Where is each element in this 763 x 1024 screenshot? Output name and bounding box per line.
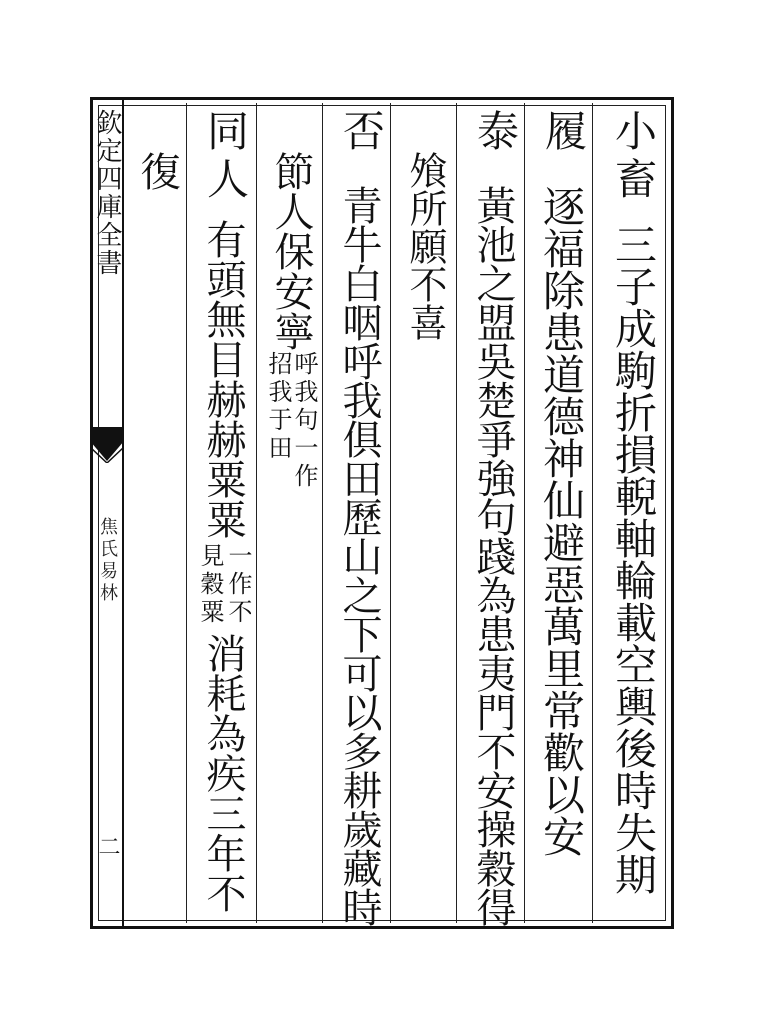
book-title: 欽定四庫全書 [92,109,122,277]
column-rule [592,103,593,923]
annotation-left: 招我于田 [264,351,292,463]
verse-text: 有頭無目赫赫粟粟 [200,219,246,539]
annotation-right: 呼我句一作 [290,351,318,491]
column-rule [256,103,257,923]
margin-strip [90,97,124,929]
verse-text: 消耗為疾三年不 [200,633,246,913]
verse-text: 三子成駒折損輗軸輪載空輿後時失期 [609,223,658,895]
annotation-left: 見穀粟 [196,543,224,627]
hexagram-name: 同人 [201,109,250,205]
verse-text: 復 [134,151,180,192]
verse-text: 節人保安寧 [268,151,314,351]
column-tongren-continued [128,103,186,923]
column-rule [322,103,323,923]
hexagram-name: 履 [539,109,588,157]
column-rule [390,103,391,923]
hexagram-name: 泰 [471,109,520,157]
column-tongren [190,103,256,923]
fish-tail-mark-icon [90,427,124,463]
verse-text: 飧所願不喜 [403,151,447,341]
chapter-title: 焦氏易林 [97,517,118,605]
verse-text: 青牛白咽呼我俱田歷山之下可以多耕歲藏時 [336,185,382,926]
column-xiaoxu [600,103,666,923]
column-rule [186,103,187,923]
hexagram-name: 小畜 [609,109,658,205]
page-number: 二 [95,835,120,857]
verse-text: 黃池之盟吳楚爭強句踐為患夷門不安操穀得 [470,185,516,926]
annotation-right: 一作不 [224,543,252,627]
column-tai-continued [394,103,456,923]
column-rule [456,103,457,923]
verse-text: 逐福除患道德神仙避惡萬里常歡以安 [537,185,586,857]
column-pi [328,103,390,926]
column-lu [530,103,592,923]
column-rule [524,103,525,923]
column-tai [462,103,524,926]
hexagram-name: 否 [337,109,386,157]
column-pi-continued [260,103,322,923]
